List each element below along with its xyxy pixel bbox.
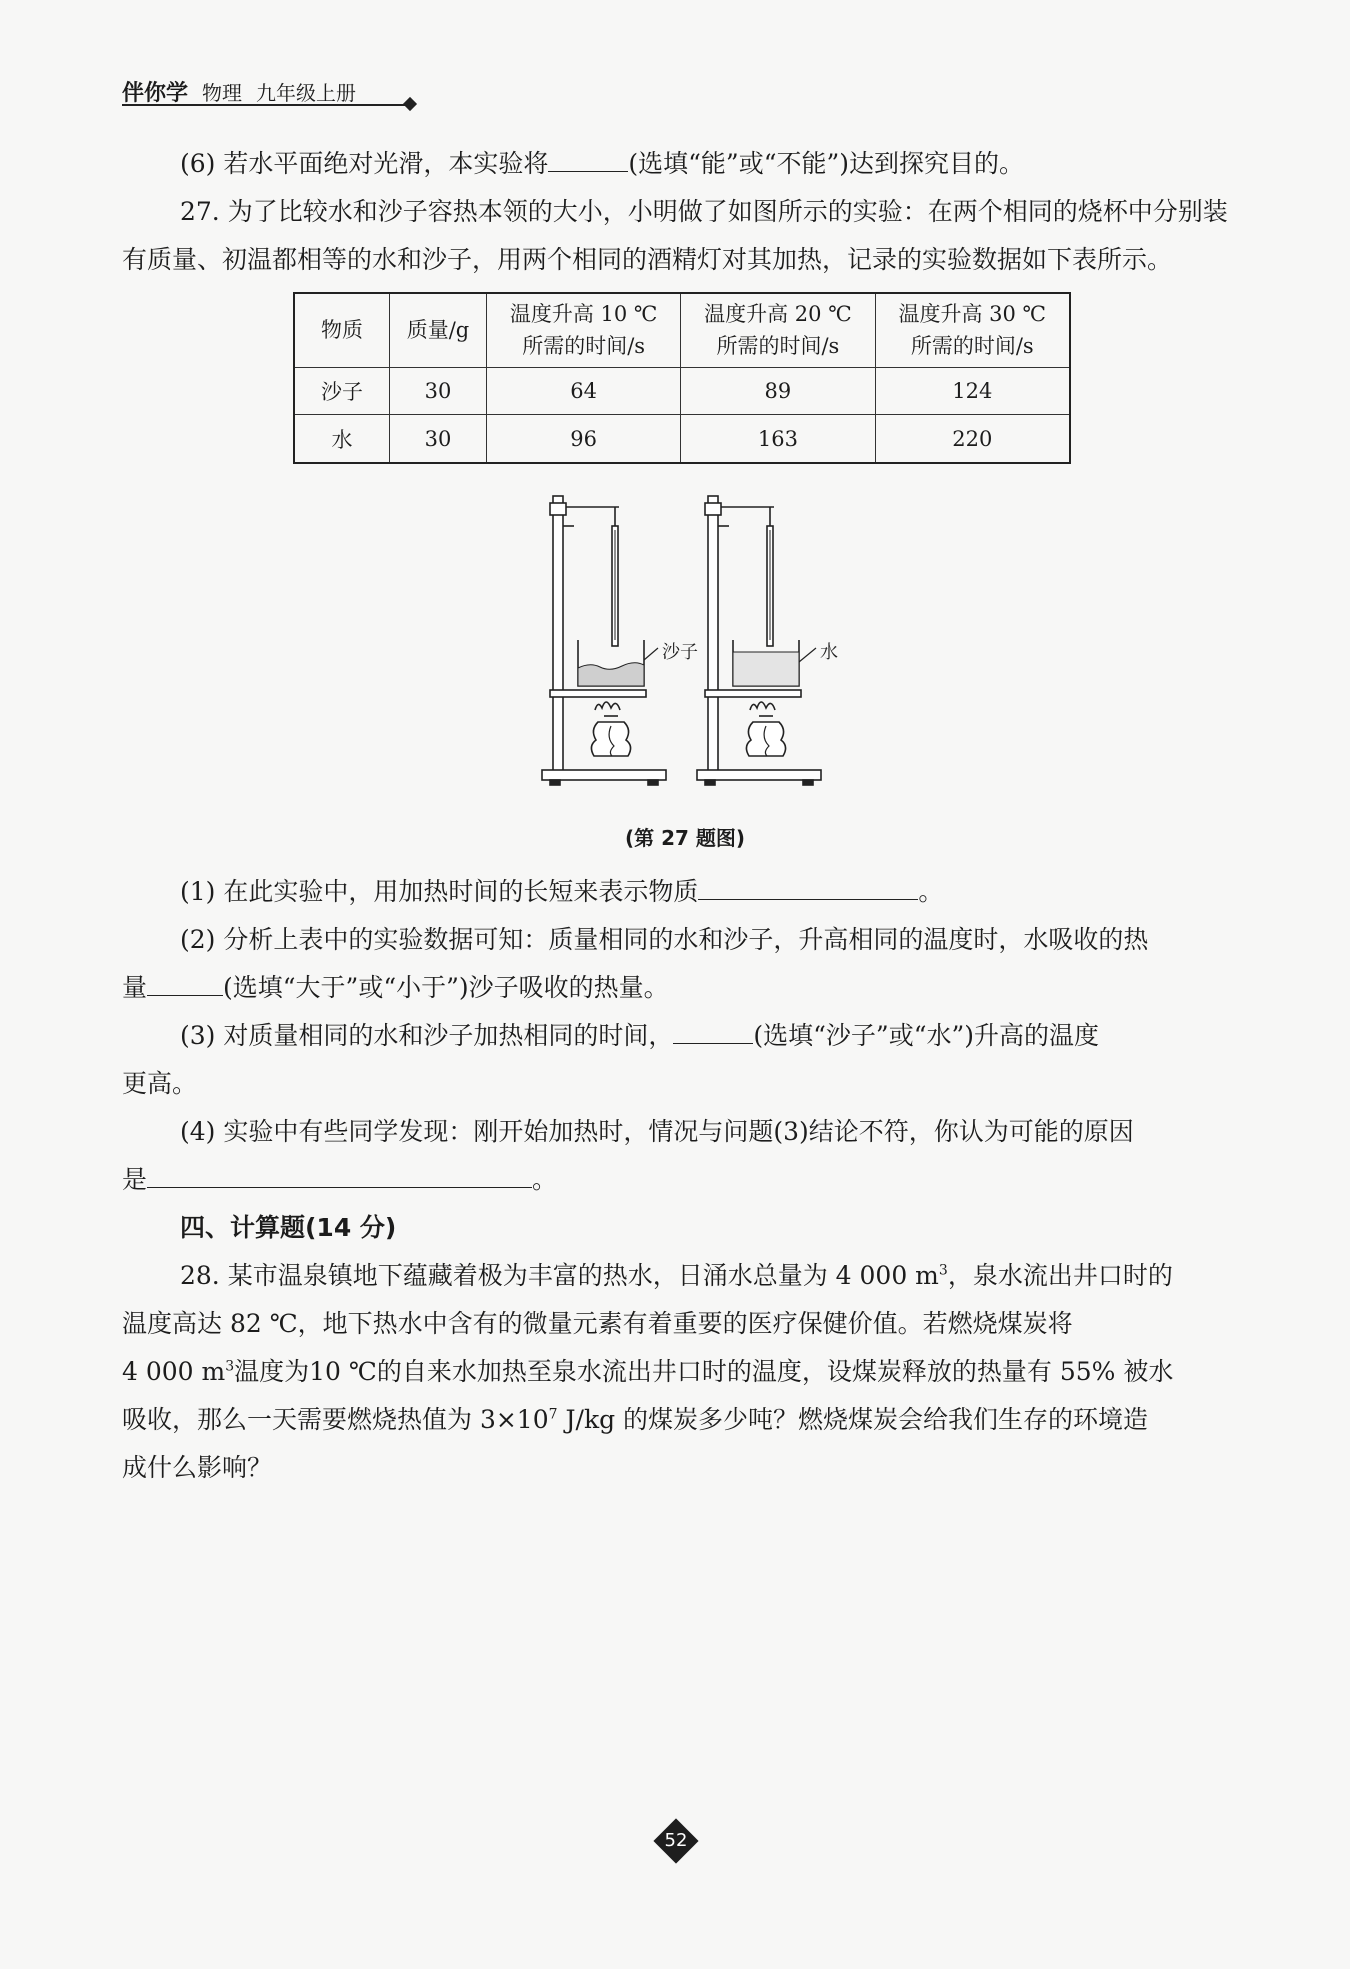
superscript: 7 xyxy=(548,1406,558,1423)
q27-4-text: (4) 实验中有些同学发现：刚开始加热时，情况与问题(3)结论不符，你认为可能的原因 xyxy=(180,1117,1134,1146)
q28-text: 温度为10 ℃的自来水加热至泉水流出井口时的温度，设煤炭释放的热量有 55% 被水 xyxy=(234,1357,1174,1386)
question-27-2-line2 xyxy=(122,964,1242,1012)
table-cell: 124 xyxy=(875,367,1070,415)
page-number-text: 52 xyxy=(664,1830,688,1851)
subject-label: 物理 xyxy=(202,81,243,105)
table-header-cell: 温度升高 30 ℃ 所需的时间/s xyxy=(875,293,1070,367)
table-cell: 220 xyxy=(875,415,1070,463)
q27-3-suffix: (选填“沙子”或“水”)升高的温度 xyxy=(753,1021,1100,1050)
q27-1-suffix: 。 xyxy=(918,877,944,906)
question-27-intro: 27. 为了比较水和沙子容热本领的大小，小明做了如图所示的实验：在两个相同的烧杯中分别装有质量、初温都相等的水和沙子，用两个相同的酒精灯对其加热，记录的实验数据如下表所示。 xyxy=(122,197,1228,274)
q28-text: 28. 某市温泉镇地下蕴藏着极为丰富的热水，日涌水总量为 4 000 m xyxy=(180,1261,939,1290)
experiment-figure xyxy=(540,490,840,810)
q28-text: J/kg 的煤炭多少吨？燃烧煤炭会给我们生存的环境造 xyxy=(557,1405,1149,1434)
label-water: 水 xyxy=(820,642,838,663)
page-number xyxy=(655,1820,697,1862)
label-sand: 沙子 xyxy=(662,642,698,663)
table-header-row xyxy=(294,293,1070,367)
table-header-cell: 温度升高 10 ℃ 所需的时间/s xyxy=(487,293,681,367)
question-28-line5: 成什么影响？ xyxy=(122,1453,273,1482)
superscript: 3 xyxy=(938,1262,948,1279)
table-cell: 64 xyxy=(487,367,681,415)
question-27-3 xyxy=(122,1012,1242,1060)
q28-text: ，泉水流出井口时的 xyxy=(947,1261,1173,1290)
q27-2-text: (2) 分析上表中的实验数据可知：质量相同的水和沙子，升高相同的温度时，水吸收的热 xyxy=(180,925,1149,954)
table-cell: 163 xyxy=(681,415,875,463)
stand-rod-left xyxy=(553,496,563,778)
q27-4-prefix: 是 xyxy=(122,1165,148,1194)
table-header-cell: 物质 xyxy=(294,293,390,367)
page-header xyxy=(122,76,356,107)
data-table xyxy=(293,292,1071,464)
q27-2-suffix: (选填“大于”或“小于”)沙子吸收的热量。 xyxy=(223,973,669,1002)
q27-2-prefix: 量 xyxy=(122,973,148,1002)
table-cell: 30 xyxy=(390,367,487,415)
question-27-1 xyxy=(122,868,1242,916)
answer-blank[interactable] xyxy=(147,1159,532,1188)
table-row xyxy=(294,415,1070,463)
answer-blank[interactable] xyxy=(548,143,628,172)
grade-label: 九年级上册 xyxy=(256,81,357,105)
section-heading: 四、计算题(14 分) xyxy=(180,1213,397,1242)
table-cell: 89 xyxy=(681,367,875,415)
question-27-2 xyxy=(122,916,1242,964)
question-27-4-line2 xyxy=(122,1156,1242,1204)
q26-6-suffix: (选填“能”或“不能”)达到探究目的。 xyxy=(628,149,1025,178)
superscript: 3 xyxy=(225,1358,235,1375)
brand-label: 伴你学 xyxy=(122,81,189,106)
table-cell: 30 xyxy=(390,415,487,463)
figure-caption: (第 27 题图) xyxy=(624,826,746,850)
q28-text: 吸收，那么一天需要燃烧热值为 3×10 xyxy=(122,1405,549,1434)
table-cell: 沙子 xyxy=(294,367,390,415)
table-header-cell: 质量/g xyxy=(390,293,487,367)
table-cell: 96 xyxy=(487,415,681,463)
question-27-4 xyxy=(122,1108,1242,1156)
q26-6-text: (6) 若水平面绝对光滑，本实验将 xyxy=(180,149,549,178)
q28-text: 4 000 m xyxy=(122,1357,226,1386)
header-diamond-icon xyxy=(403,97,417,111)
question-27-3-line2: 更高。 xyxy=(122,1069,198,1098)
stand-rod-right xyxy=(708,496,718,778)
question-28-line3 xyxy=(122,1348,1242,1396)
question-28 xyxy=(122,1252,1242,1300)
answer-blank[interactable] xyxy=(698,871,918,900)
answer-blank[interactable] xyxy=(673,1015,753,1044)
q27-3-text: (3) 对质量相同的水和沙子加热相同的时间， xyxy=(180,1021,674,1050)
question-28-line4 xyxy=(122,1396,1242,1444)
question-28-line2: 温度高达 82 ℃，地下热水中含有的微量元素有着重要的医疗保健价值。若燃烧煤炭将 xyxy=(122,1309,1073,1338)
q27-4-suffix: 。 xyxy=(532,1165,558,1194)
question-26-6 xyxy=(122,140,1242,188)
table-row xyxy=(294,367,1070,415)
table-cell: 水 xyxy=(294,415,390,463)
header-rule xyxy=(122,104,409,106)
answer-blank[interactable] xyxy=(147,967,223,996)
table-header-cell: 温度升高 20 ℃ 所需的时间/s xyxy=(681,293,875,367)
q27-1-text: (1) 在此实验中，用加热时间的长短来表示物质 xyxy=(180,877,699,906)
